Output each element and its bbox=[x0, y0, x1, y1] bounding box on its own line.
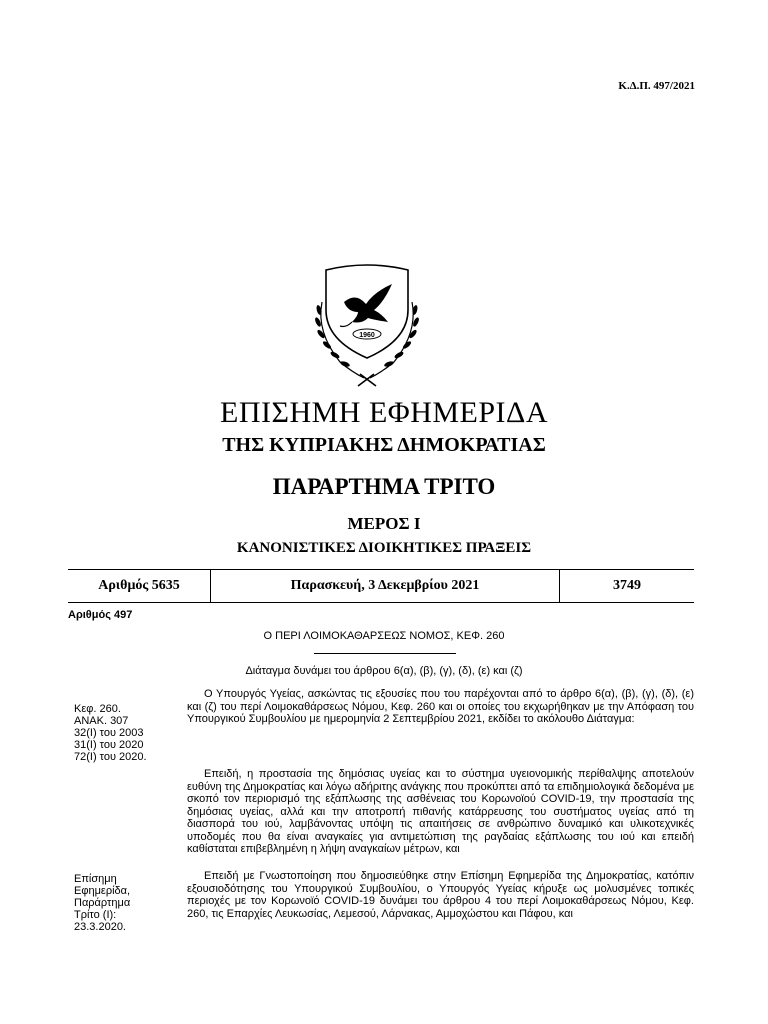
cyprus-coat-of-arms-icon bbox=[312, 262, 422, 388]
act-number: Αριθμός 497 bbox=[68, 609, 133, 621]
issue-number: Αριθμός 5635 bbox=[68, 570, 211, 602]
law-title: Ο ΠΕΡΙ ΛΟΙΜΟΚΑΘΑΡΣΕΩΣ ΝΟΜΟΣ, ΚΕΦ. 260 bbox=[263, 630, 505, 642]
margin-note: Κεφ. 260. ΑΝΑΚ. 307 32(Ι) του 2003 31(Ι) του 2020 72(Ι) του 2020. bbox=[74, 703, 147, 763]
title-divider bbox=[314, 653, 456, 654]
annex-heading: ΠΑΡΑΡΤΗΜΑ ΤΡΙΤΟ bbox=[272, 474, 496, 499]
part-heading: ΜΕΡΟΣ Ι bbox=[347, 514, 421, 533]
page-number: 3749 bbox=[613, 578, 641, 593]
issue-info-bar bbox=[68, 569, 694, 603]
gazette-subtitle: ΤΗΣ ΚΥΠΡΙΑΚΗΣ ΔΗΜΟΚΡΑΤΙΑΣ bbox=[222, 434, 546, 456]
emblem-year: 1960 bbox=[359, 332, 375, 339]
section-heading: ΚΑΝΟΝΙΣΤΙΚΕΣ ΔΙΟΙΚΗΤΙΚΕΣ ΠΡΑΞΕΙΣ bbox=[236, 540, 532, 556]
issue-date: Παρασκευή, 3 Δεκεμβρίου 2021 bbox=[211, 570, 560, 602]
body-paragraph: Επειδή, η προστασία της δημόσιας υγείας και το σύστημα υγειονομικής περίθαλψης αποτελούν ευθύνη της Δημοκρατίας και λόγω αδήριτης ανάγκης που προκύπτει από τα επιδημιολογικά δεδομένα με σκοπό τον περιορισμό της εξάπλωσης της ασθένειας του Κορωνοϊού COVID-19, την προστασία της δημόσιας υγείας, αλλά και την αποτροπή πιθανής κατάρρευσης του συστήματος υγείας από τη διασπορά του ιού, λαμβάνοντας υπόψη τις απαιτήσεις σε ανθρώπινο δυναμικό και υλικοτεχνικές υποδομές που θα είναι αναγκαίες για αντιμετώπιση της ραγδαίας εξάπλωσης του ιού και επειδή καθίσταται επιβεβλημένη η λήψη αναγκαίων μέτρων, και bbox=[187, 768, 694, 855]
gazette-title: ΕΠΙΣΗΜΗ ΕΦΗΜΕΡΙΔΑ bbox=[220, 396, 548, 429]
order-basis: Διάταγμα δυνάμει του άρθρου 6(α), (β), (γ), (δ), (ε) και (ζ) bbox=[245, 665, 523, 677]
body-paragraph: Επειδή με Γνωστοποίηση που δημοσιεύθηκε στην Επίσημη Εφημερίδα της Δημοκρατίας, κατόπιν εξουσιοδότησης του Υπουργικού Συμβουλίου, ο Υπουργός Υγείας κήρυξε ως μολυσμένες τοπικές περιοχές με τον Κορωνοϊό COVID-19 δυνάμει του άρθρου 4 του περί Λοιμοκαθάρσεως Νόμου, Κεφ. 260, τις Επαρχίες Λευκωσίας, Λεμεσού, Λάρνακας, Αμμοχώστου και Πάφου, και bbox=[187, 870, 694, 920]
gazette-reference: Κ.Δ.Π. 497/2021 bbox=[618, 80, 695, 92]
margin-note: Επίσημη Εφημερίδα, Παράρτημα Τρίτο (Ι): 23.3.2020. bbox=[74, 873, 131, 933]
body-paragraph: Ο Υπουργός Υγείας, ασκώντας τις εξουσίες που του παρέχονται από το άρθρο 6(α), (β), (γ), (δ), (ε) και (ζ) του περί Λοιμοκαθάρσεως Νόμου, Κεφ. 260 και οι οποίες του εκχωρήθηκαν με την Απόφαση του Υπουργικού Συμβουλίου με ημερομηνία 2 Σεπτεμβρίου 2021, εκδίδει το ακόλουθο Διάταγμα: bbox=[187, 688, 694, 725]
